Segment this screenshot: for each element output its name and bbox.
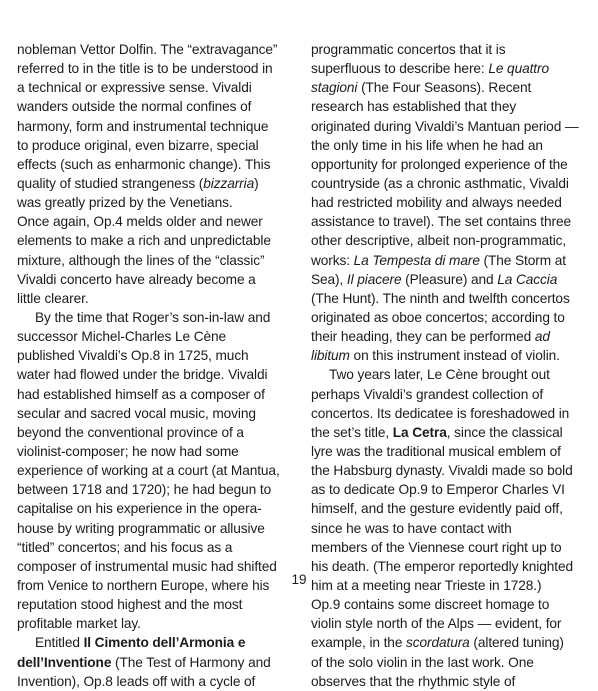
text-line: Two years later, Le Cène brought out [329, 367, 550, 383]
text-line: wanders outside the normal confines of [17, 99, 252, 115]
text-line: the only time in his life when he had an [311, 137, 543, 153]
text-line: Vivaldi concerto have already become a [17, 271, 256, 287]
text-line: originated during Vivaldi’s Mantuan period — [311, 118, 579, 134]
text-line: had established himself as a composer of [17, 386, 265, 402]
text-line: Entitled Il Cimento dell’Armonia e [35, 635, 246, 651]
text-line: Sea), Il piacere (Pleasure) and La Caccia [311, 271, 558, 287]
text-line: house by writing programmatic or allusive [17, 520, 265, 536]
text-line: published Vivaldi’s Op.8 in 1725, much [17, 348, 249, 364]
text-line: works: La Tempesta di mare (The Storm at [311, 252, 566, 268]
text-line: observes that the rhythmic style of [311, 673, 516, 689]
text-line: dell’Inventione (The Test of Harmony and [17, 654, 271, 670]
text-line: his death. (The emperor reportedly knighted [311, 558, 573, 574]
text-line: beyond the conventional province of a [17, 424, 244, 440]
text-line: lyre was the traditional musical emblem of [311, 443, 561, 459]
text-line: Once again, Op.4 melds older and newer [17, 214, 263, 230]
text-line: stagioni (The Four Seasons). Recent [311, 80, 532, 96]
text-line: from Venice to northern Europe, where his [17, 577, 270, 593]
text-line: referred to in the title is to be understood in [17, 61, 273, 77]
text-line: countryside (as a chronic asthmatic, Vivaldi [311, 175, 569, 191]
text-line: example, in the scordatura (altered tuning) [311, 635, 564, 651]
text-line: programmatic concertos that it is [311, 42, 506, 57]
text-line: capitalise on his experience in the opera- [17, 501, 262, 517]
text-line: a technical or expressive sense. Vivaldi [17, 80, 252, 96]
text-line: the Habsburg dynasty. Vivaldi made so bold [311, 463, 573, 479]
text-line: elements to make a rich and unpredictable [17, 233, 271, 249]
text-line: Invention), Op.8 leads off with a cycle of [17, 673, 256, 689]
text-line: water had flowed under the bridge. Vivaldi [17, 367, 268, 383]
text-line: superfluous to describe here: Le quattro [311, 61, 549, 77]
text-line: secular and sacred vocal music, moving [17, 405, 256, 421]
text-line: himself, and the gesture evidently paid off, [311, 501, 563, 517]
text-line: to produce original, even bizarre, special [17, 137, 259, 153]
text-line: libitum on this instrument instead of violin. [311, 348, 560, 364]
text-line: members of the Viennese court right up to [311, 539, 562, 555]
text-line: since he was to have contact with [311, 520, 512, 536]
text-line: originated as oboe concertos; according to [311, 309, 565, 325]
text-line: had restricted mobility and always needed [311, 195, 562, 211]
text-line: composer of instrumental music had shifted [17, 558, 277, 574]
right-text-column [311, 40, 589, 691]
text-line: research has established that they [311, 99, 517, 115]
text-line: harmony, form and instrumental technique [17, 118, 269, 134]
text-line: By the time that Roger’s son-in-law and [35, 309, 271, 325]
text-line: successor Michel-Charles Le Cène [17, 329, 227, 345]
text-line: perhaps Vivaldi’s grandest collection of [311, 386, 544, 402]
text-line: nobleman Vettor Dolfin. The “extravagance” [17, 42, 278, 57]
text-line: mixture, although the lines of the “classic” [17, 252, 265, 268]
text-line: quality of studied strangeness (bizzarria) [17, 175, 259, 191]
page-number: 19 [291, 572, 307, 587]
text-line: assistance to travel). The set contains three [311, 214, 572, 230]
text-line: little clearer. [17, 290, 89, 306]
left-text-column [17, 40, 295, 691]
text-line: effects (such as enharmonic change). This [17, 156, 271, 172]
text-line: their heading, they can be performed ad [311, 329, 550, 345]
text-line: violin style north of the Alps — evident, for [311, 616, 562, 632]
text-line: him at a meeting near Trieste in 1728.) [311, 577, 542, 593]
text-line: opportunity for prolonged experience of the [311, 156, 568, 172]
text-line: of the solo violin in the last work. One [311, 654, 534, 670]
text-line: other descriptive, albeit non-programmatic, [311, 233, 567, 249]
text-line: was greatly prized by the Venetians. [17, 195, 233, 211]
text-line: between 1718 and 1720); he had begun to [17, 482, 272, 498]
text-line: as to dedicate Op.9 to Emperor Charles VI [311, 482, 565, 498]
text-line: Op.9 contains some discreet homage to [311, 597, 550, 613]
text-line: violinist-composer; he now had some [17, 443, 239, 459]
text-line: reputation stood highest and the most [17, 597, 243, 613]
text-line: concertos. Its dedicatee is foreshadowed in [311, 405, 570, 421]
text-line: the set’s title, La Cetra, since the classical [311, 424, 563, 440]
text-line: profitable market lay. [17, 616, 141, 632]
text-line: “titled” concertos; and his focus as a [17, 539, 233, 555]
text-line: experience of working at a court (at Mantua, [17, 463, 280, 479]
text-line: (The Hunt). The ninth and twelfth concertos [311, 290, 570, 306]
